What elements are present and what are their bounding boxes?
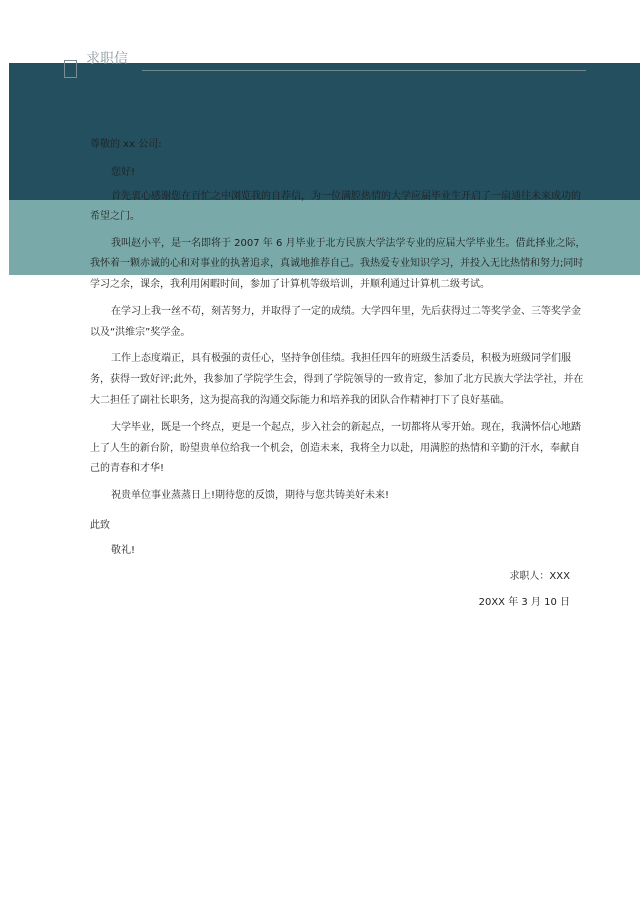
paragraph-line: 学习之余，课余，我利用闲暇时间，参加了计算机等级培训，并顺利通过计算机二级考试。 (90, 279, 490, 290)
paragraph-line: 工作上态度端正，具有极强的责任心，坚持争创佳绩。我担任四年的班级生活委员，积极为班级同学们服 (111, 353, 571, 364)
paragraph-line: 大学毕业，既是一个终点，更是一个起点，步入社会的新起点，一切都将从零开始。现在，我满怀信心地踏 (111, 422, 581, 433)
paragraph-line: 大二担任了副社长职务，这为提高我的沟通交际能力和培养我的团队合作精神打下了良好基础。 (90, 395, 510, 406)
paragraph-line: 在学习上我一丝不苟，刻苦努力，并取得了一定的成绩。大学四年里，先后获得过二等奖学金、三等奖学金 (111, 306, 581, 317)
salutation: 尊敬的 xx 公司: (90, 139, 162, 150)
document-icon (64, 60, 77, 78)
page-title: 求职信 (86, 51, 128, 67)
regards: 敬礼! (111, 545, 136, 556)
signature: 求职人：XXX (509, 571, 570, 582)
paragraph-line: 首先衷心感谢您在百忙之中浏览我的自荐信，为一位满腔热情的大学应届毕业生开启了一扇通往未来成功的 (111, 191, 581, 202)
paragraph-line: 祝贵单位事业蒸蒸日上!期待您的反馈，期待与您共铸美好未来! (111, 490, 390, 501)
paragraph-line: 希望之门。 (90, 211, 140, 222)
paragraph-line: 己的青春和才华! (90, 463, 165, 474)
paragraph-line: 上了人生的新台阶，盼望贵单位给我一个机会，创造未来，我将全力以赴，用满腔的热情和辛勤的汗水，奉献自 (90, 443, 580, 454)
paragraph-line: 我叫赵小平，是一名即将于 2007 年 6 月毕业于北方民族大学法学专业的应届大学毕业生。借此择业之际， (111, 238, 586, 249)
header-band-dark (9, 63, 640, 200)
paragraph-line: 以及“洪维宗”奖学金。 (90, 327, 191, 338)
paragraph-line: 我怀着一颗赤诚的心和对事业的执著追求，真诚地推荐自己。我热爱专业知识学习，并投入无比热情和努力;同时 (90, 258, 584, 269)
paragraph-line: 务，获得一致好评;此外，我参加了学院学生会，得到了学院领导的一致肯定，参加了北方民族大学法学社，并在 (90, 374, 584, 385)
date: 20XX 年 3 月 10 日 (478, 597, 570, 608)
closing: 此致 (90, 520, 110, 531)
greeting: 您好! (111, 167, 136, 178)
title-divider (142, 70, 586, 71)
